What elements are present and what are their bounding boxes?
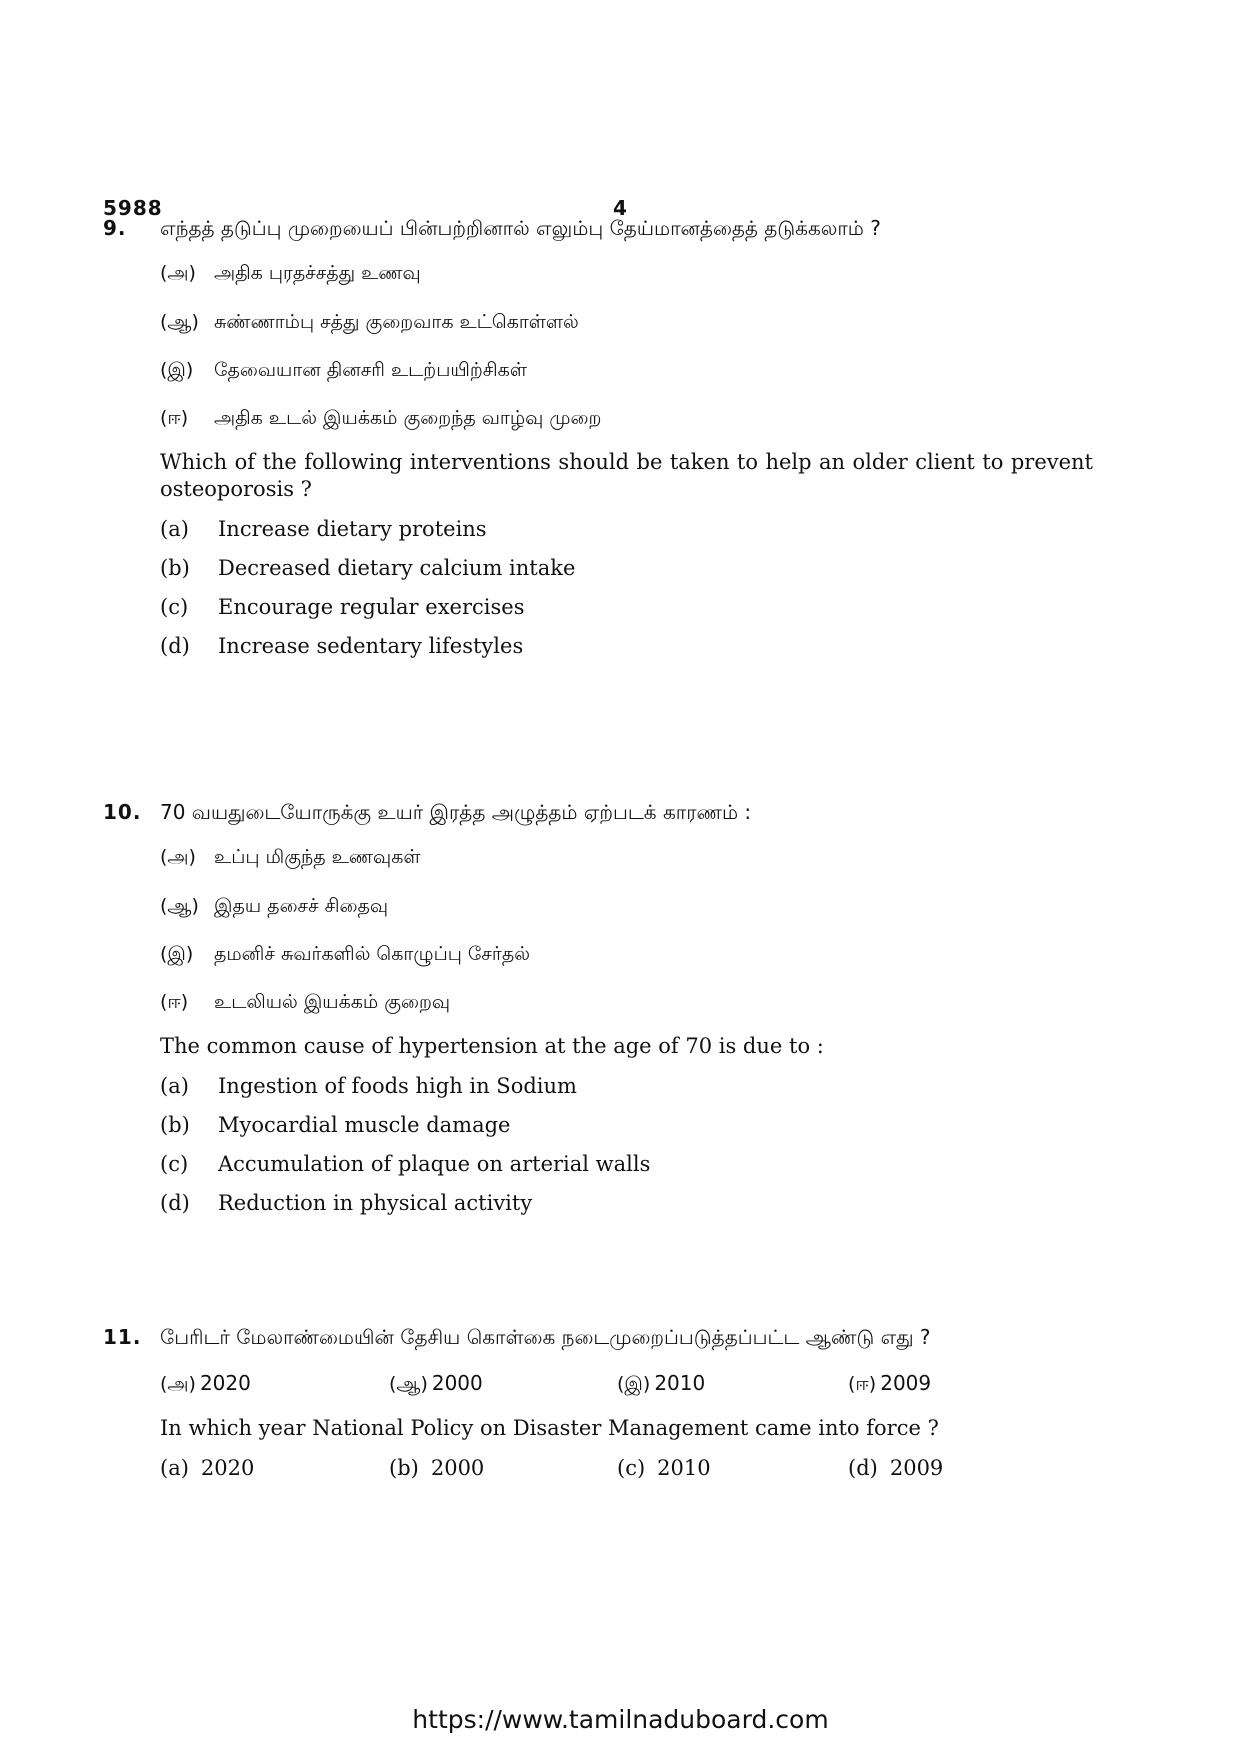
option-tamil-a: (அ) உப்பு மிகுந்த உணவுகள்: [160, 846, 421, 868]
option-tamil-d: (ஈ) அதிக உடல் இயக்கம் குறைந்த வாழ்வு முறை: [160, 407, 602, 429]
option-tamil-c: (இ) தேவையான தினசரி உடற்பயிற்சிகள்: [160, 359, 527, 381]
option-tamil-a: (அ) அதிக புரதச்சத்து உணவு: [160, 262, 421, 284]
question-11: [103, 1325, 1093, 1486]
option-english-a: (a) Increase dietary proteins: [160, 517, 487, 541]
option-english-c: (c) 2010: [617, 1456, 711, 1480]
page-number: 4: [613, 196, 627, 220]
question-text-tamil: எந்தத் தடுப்பு முறையைப் பின்பற்றினால் எலும்பு தேய்மானத்தைத் தடுக்கலாம் ?: [160, 216, 881, 240]
option-english-a: (a) 2020: [160, 1456, 255, 1480]
option-english-d: (d) Reduction in physical activity: [160, 1191, 533, 1215]
option-tamil-c: (இ) 2010: [617, 1371, 706, 1395]
option-english-b: (b) Decreased dietary calcium intake: [160, 556, 576, 580]
footer-url: https://www.tamilnaduboard.com: [412, 1705, 829, 1734]
question-10: [103, 800, 1093, 1215]
question-number: 9.: [103, 216, 127, 240]
option-tamil-b: (ஆ) இதய தசைச் சிதைவு: [160, 895, 389, 917]
question-text-english: Which of the following interventions should be taken to help an older client to prevent osteoporosis ?: [160, 450, 1093, 501]
paper-code: 5988: [103, 196, 163, 220]
option-english-c: (c) Accumulation of plaque on arterial walls: [160, 1152, 651, 1176]
question-text-english: The common cause of hypertension at the age of 70 is due to :: [160, 1034, 824, 1058]
option-tamil-d: (ஈ) உடலியல் இயக்கம் குறைவு: [160, 991, 451, 1013]
option-tamil-c: (இ) தமனிச் சுவர்களில் கொழுப்பு சேர்தல்: [160, 943, 530, 965]
question-number: 11.: [103, 1325, 142, 1349]
option-english-b: (b) 2000: [389, 1456, 485, 1480]
question-9: [103, 216, 1093, 658]
question-number: 10.: [103, 800, 142, 824]
question-text-tamil: 70 வயதுடையோருக்கு உயர் இரத்த அழுத்தம் ஏற்படக் காரணம் :: [160, 800, 752, 824]
option-tamil-b: (ஆ) சுண்ணாம்பு சத்து குறைவாக உட்கொள்ளல்: [160, 311, 579, 333]
option-english-d: (d) 2009: [848, 1456, 944, 1480]
question-text-tamil: பேரிடர் மேலாண்மையின் தேசிய கொள்கை நடைமுறைப்படுத்தப்பட்ட ஆண்டு எது ?: [160, 1325, 931, 1349]
question-text-english: In which year National Policy on Disaster Management came into force ?: [160, 1416, 939, 1440]
option-english-c: (c) Encourage regular exercises: [160, 595, 525, 619]
options-english-row: [160, 1456, 1093, 1486]
option-english-b: (b) Myocardial muscle damage: [160, 1113, 511, 1137]
option-english-d: (d) Increase sedentary lifestyles: [160, 634, 524, 658]
option-tamil-d: (ஈ) 2009: [848, 1371, 932, 1395]
option-tamil-b: (ஆ) 2000: [389, 1371, 483, 1395]
options-tamil-row: [160, 1371, 1093, 1401]
option-english-a: (a) Ingestion of foods high in Sodium: [160, 1074, 577, 1098]
option-tamil-a: (அ) 2020: [160, 1371, 251, 1395]
